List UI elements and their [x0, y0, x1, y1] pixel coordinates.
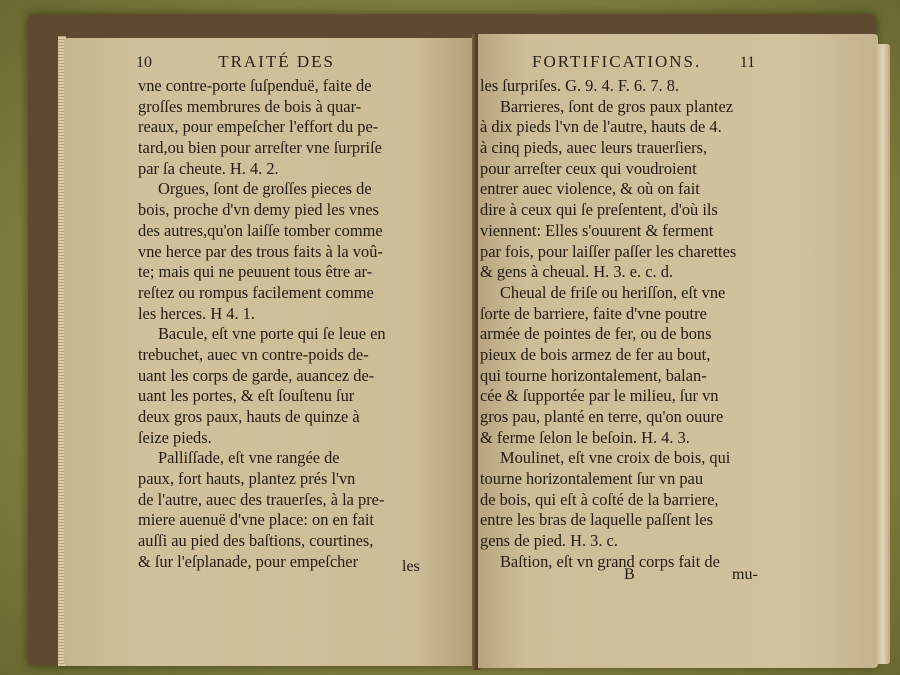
text-line: ſorte de barriere, faite d'vne poutre [480, 303, 707, 323]
text-line: gros pau, planté en terre, qu'on ouure [480, 407, 724, 426]
text-line: auſſi au pied des baſtions, courtines, [138, 531, 374, 551]
text-line: tourne horizontalement ſur vn pau [480, 469, 704, 489]
text-line: par ſa cheute. H. 4. 2. [138, 158, 279, 178]
text-line: pour arreſter ceux qui voudroient [480, 158, 697, 178]
text-line: vne contre-porte ſuſpenduë, faite de [138, 76, 372, 95]
text-line: entrer auec violence, & où on fait [480, 179, 700, 199]
text-line: de bois, qui eſt à coſté de la barriere, [480, 489, 719, 509]
text-line: par fois, pour laiſſer paſſer les charettes [480, 241, 737, 261]
text-line: ſeize pieds. [138, 427, 212, 447]
text-line: & ſur l'eſplanade, pour empeſcher [138, 551, 359, 571]
left-page-text [138, 76, 386, 573]
text-line: reſtez ou rompus facilement comme [138, 282, 374, 302]
left-catchword: les [402, 558, 420, 575]
text-line: & ferme ſelon le beſoin. H. 4. 3. [480, 427, 690, 447]
text-line: qui tourne horizontalement, balan- [480, 365, 707, 385]
text-line: uant les portes, & eſt ſouſtenu ſur [138, 386, 355, 406]
text-line: viennent: Elles s'ouurent & ferment [480, 220, 714, 240]
right-running-head [532, 52, 755, 72]
text-line: de l'autre, auec des trauerſes, à la pre- [138, 489, 385, 509]
text-line: les ſurpriſes. G. 9. 4. F. 6. 7. 8. [480, 76, 680, 95]
text-line: Moulinet, eſt vne croix de bois, qui [500, 448, 731, 468]
text-line: dire à ceux qui ſe preſentent, d'où ils [480, 200, 718, 220]
text-line: Cheual de friſe ou heriſſon, eſt vne [500, 282, 726, 302]
left-page-number: 10 [136, 54, 152, 71]
left-running-head [136, 52, 335, 72]
text-line: des autres,qu'on laiſſe tomber comme [138, 220, 383, 240]
text-line: entre les bras de laquelle paſſent les [480, 510, 714, 530]
text-line: te; mais qui ne peuuent tous être ar- [138, 262, 373, 282]
text-line: à dix pieds l'vn de l'autre, hauts de 4. [480, 117, 722, 137]
right-page-text [480, 76, 736, 573]
text-line: pieux de bois armez de fer au bout, [480, 344, 711, 364]
text-line: tard,ou bien pour arreſter vne ſurpriſe [138, 138, 382, 158]
text-line: groſſes membrures de bois à quar- [138, 96, 362, 116]
text-line: gens de pied. H. 3. c. [480, 531, 618, 551]
text-line: bois, proche d'vn demy pied les vnes [138, 200, 380, 220]
text-line: cée & ſupportée par le milieu, ſur vn [480, 386, 719, 406]
right-running-title: FORTIFICATIONS. [532, 52, 702, 71]
text-line: paux, fort hauts, plantez prés l'vn [138, 469, 356, 489]
text-line: miere auenuë d'vne place: on en fait [138, 510, 374, 530]
text-line: reaux, pour empeſcher l'effort du pe- [138, 117, 379, 137]
signature-mark: B [624, 566, 635, 583]
text-line: Baſtion, eſt vn grand corps fait de [500, 551, 720, 571]
right-catchword: mu- [732, 566, 758, 583]
text-line: Barrieres, ſont de gros paux plantez [500, 96, 734, 116]
right-page-number: 11 [739, 54, 756, 71]
text-line: Palliſſade, eſt vne rangée de [158, 448, 340, 468]
text-line: Bacule, eſt vne porte qui ſe leue en [158, 324, 386, 344]
left-running-title: TRAITÉ DES [218, 52, 335, 71]
text-line: armée de pointes de fer, ou de bons [480, 324, 712, 344]
page-edges-right [876, 44, 890, 664]
text-line: les herces. H 4. 1. [138, 303, 255, 323]
text-line: deux gros paux, hauts de quinze à [138, 407, 360, 426]
text-line: vne herce par des trous faits à la voû- [138, 241, 383, 261]
text-line: & gens à cheual. H. 3. e. c. d. [480, 262, 673, 282]
text-line: uant les corps de garde, auancez de- [138, 365, 375, 385]
text-line: trebuchet, auec vn contre-poids de- [138, 344, 369, 364]
text-line: à cinq pieds, auec leurs trauerſiers, [480, 138, 708, 158]
text-line: Orgues, ſont de groſſes pieces de [158, 179, 372, 199]
